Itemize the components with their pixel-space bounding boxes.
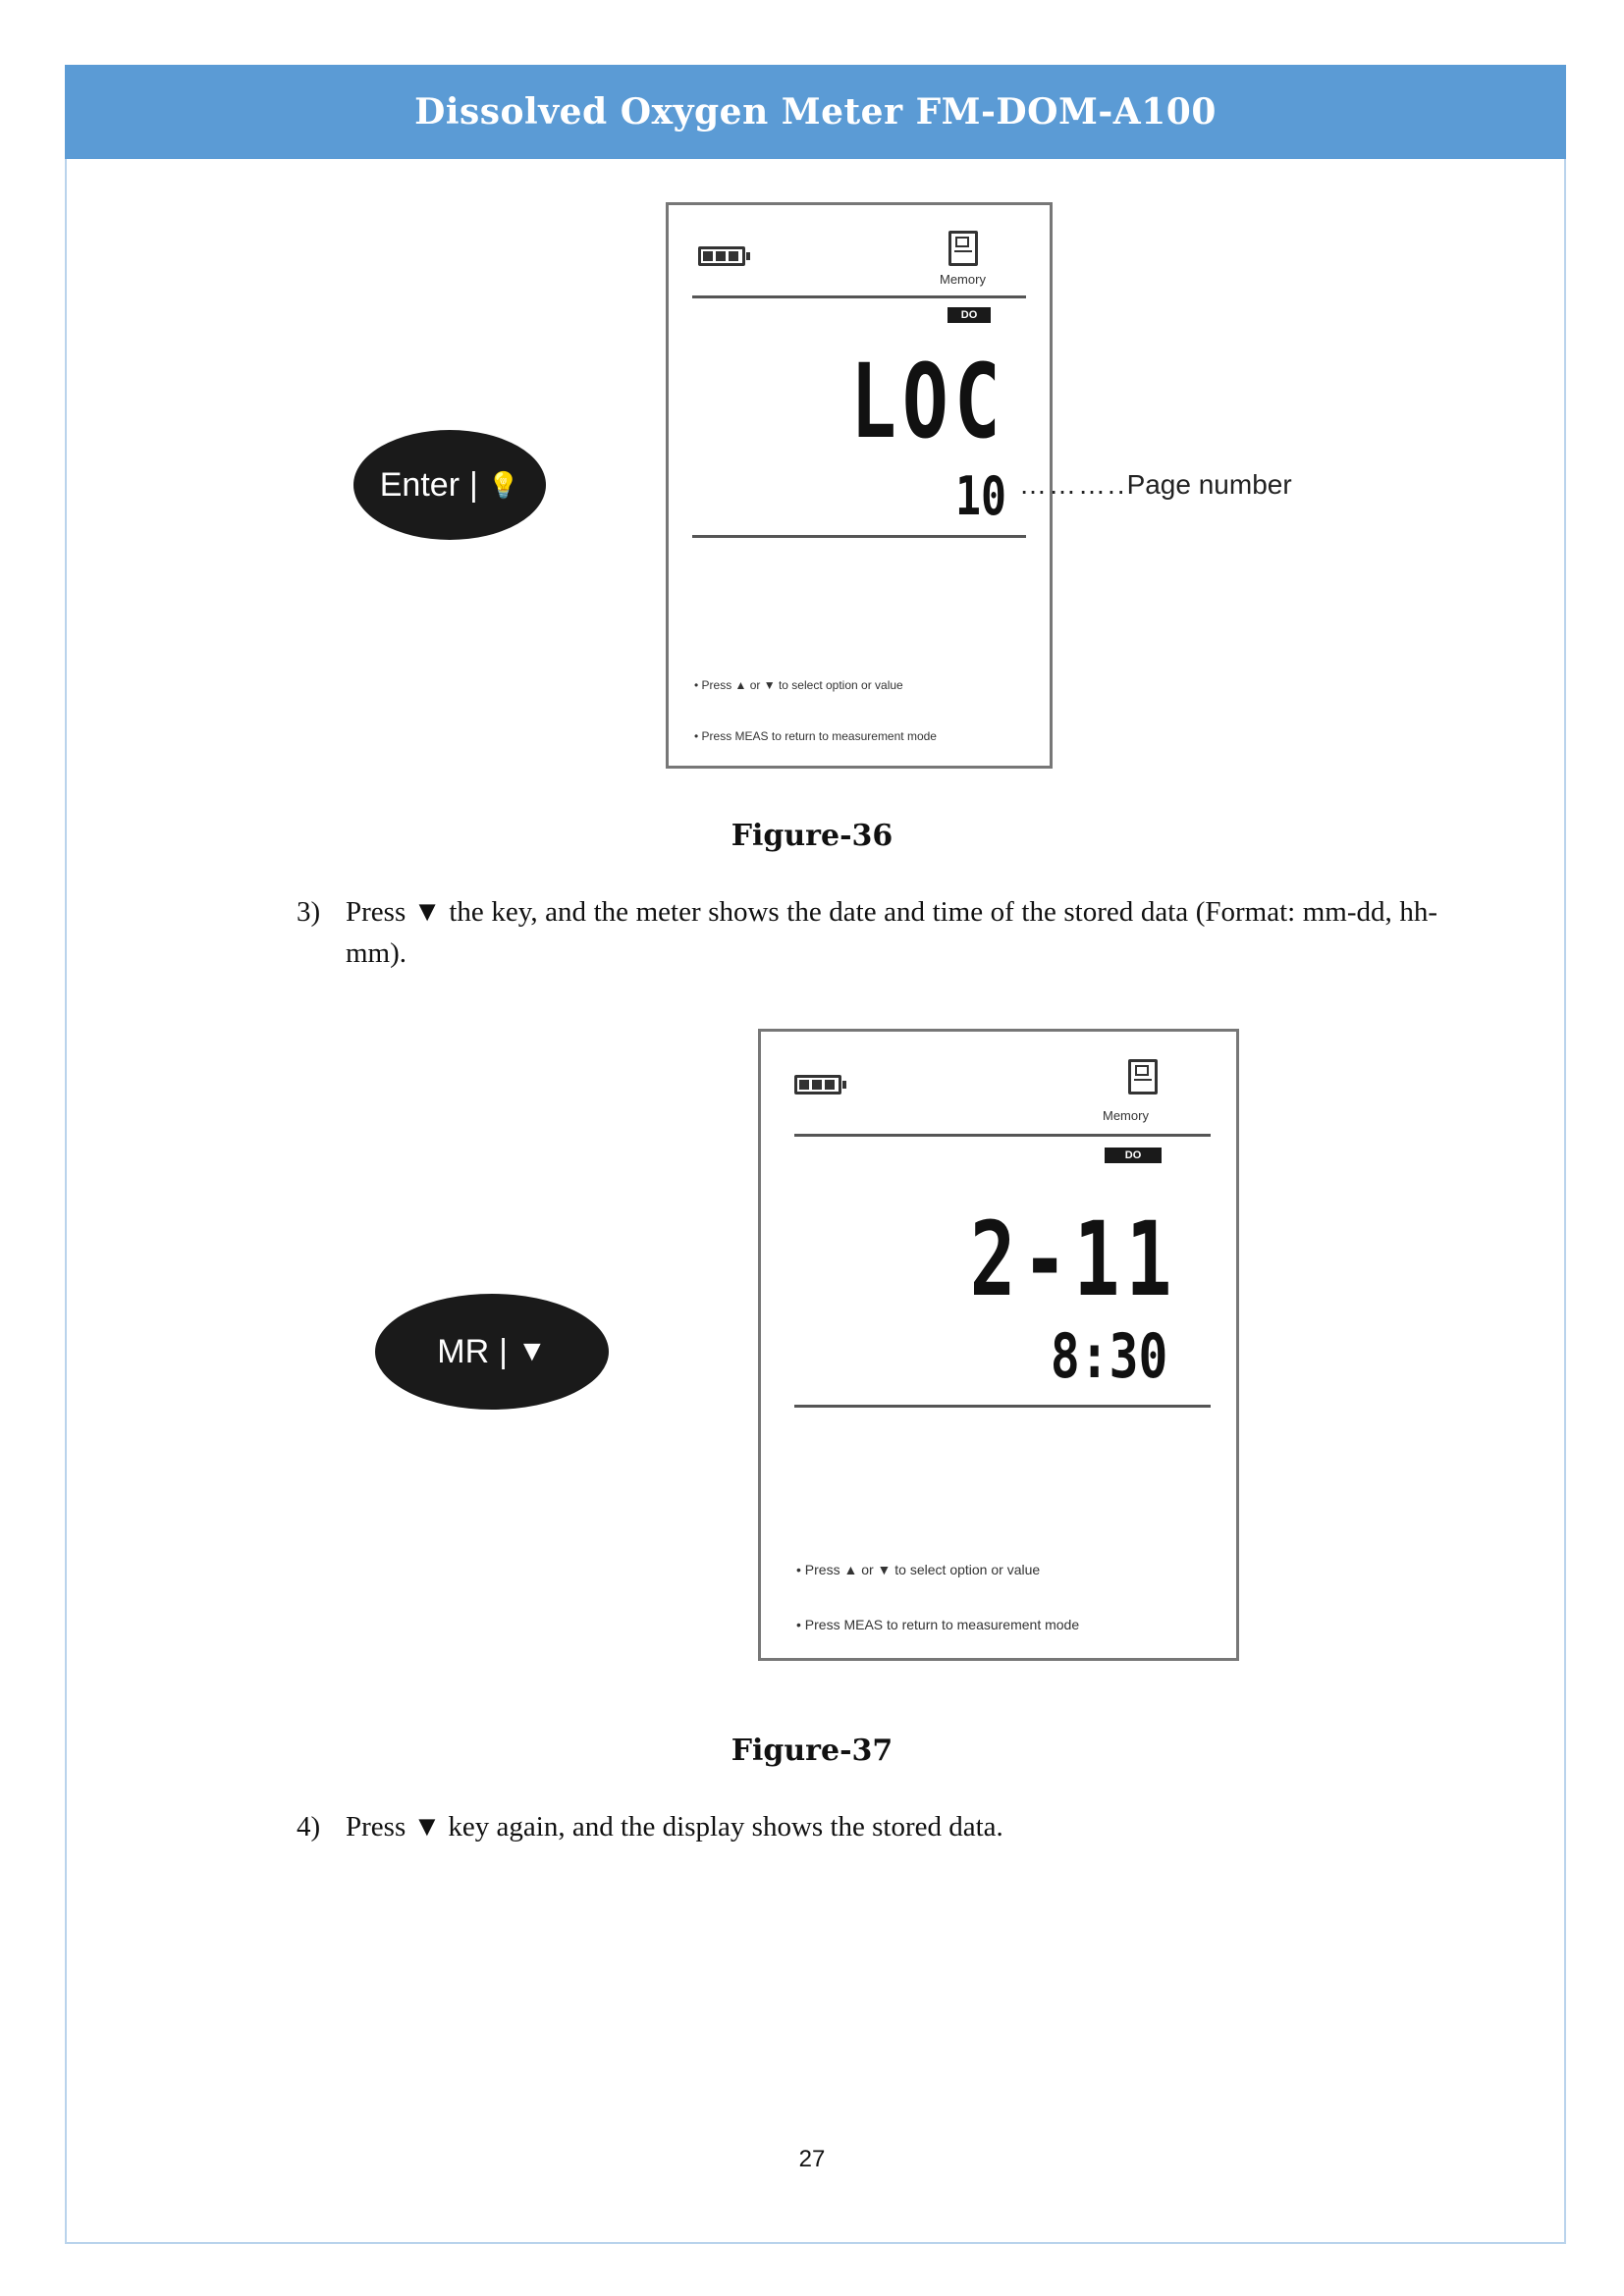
figure-37-caption: Figure-37	[731, 1734, 893, 1768]
do-badge: DO	[947, 307, 991, 323]
key-separator: |	[499, 1332, 509, 1370]
leader-dots: ………..	[1019, 469, 1127, 500]
lcd-top-rule	[794, 1134, 1211, 1137]
document-title: Dissolved Oxygen Meter FM-DOM-A100	[414, 91, 1217, 133]
enter-key-label: Enter	[379, 465, 460, 504]
memory-label: Memory	[940, 272, 986, 287]
battery-icon	[794, 1075, 841, 1095]
lcd-page-number: 10	[954, 465, 1006, 527]
step-4-text: Press ▼ key again, and the display shows the stored data.	[346, 1811, 1003, 1842]
lcd-hint-select: • Press ▲ or ▼ to select option or value	[694, 678, 903, 692]
key-separator: |	[469, 465, 478, 504]
lcd-display-figure-37	[758, 1029, 1239, 1661]
lcd-time-readout: 8:30	[1050, 1320, 1167, 1392]
memory-icon	[1128, 1059, 1158, 1095]
down-arrow-icon: ▼	[517, 1335, 547, 1367]
step-3-number: 3)	[297, 896, 321, 928]
page-number: 27	[798, 2146, 826, 2172]
step-4-number: 4)	[297, 1811, 321, 1842]
lcd-hint-select: • Press ▲ or ▼ to select option or value	[796, 1562, 1041, 1577]
lcd-hint-meas: • Press MEAS to return to measurement mode	[694, 729, 937, 743]
memory-icon	[948, 231, 978, 266]
header-bar	[65, 65, 1566, 159]
lcd-hint-meas: • Press MEAS to return to measurement mode	[796, 1617, 1080, 1632]
battery-icon	[698, 246, 745, 266]
figure-36-caption: Figure-36	[731, 819, 893, 853]
do-badge: DO	[1105, 1148, 1162, 1163]
annotation-text: Page number	[1126, 469, 1292, 500]
light-bulb-icon: 💡	[487, 469, 520, 500]
mr-key-label: MR	[437, 1332, 490, 1370]
memory-label: Memory	[1103, 1108, 1149, 1123]
step-3-text: Press ▼ the key, and the meter shows the date and time of the stored data (Format: mm-dd, hh-mm).	[346, 896, 1437, 969]
lcd-top-rule	[692, 295, 1026, 298]
step-4	[297, 1806, 1437, 1851]
mr-key-button	[375, 1294, 609, 1410]
lcd-main-readout: LOC	[850, 342, 1006, 461]
lcd-display-figure-36	[666, 202, 1053, 769]
lcd-bottom-rule	[692, 535, 1026, 538]
lcd-bottom-rule	[794, 1405, 1211, 1408]
lcd-main-readout: 2-11	[969, 1200, 1177, 1319]
page-number-annotation	[1019, 469, 1292, 501]
step-3	[297, 891, 1437, 980]
enter-key-button	[353, 430, 546, 540]
